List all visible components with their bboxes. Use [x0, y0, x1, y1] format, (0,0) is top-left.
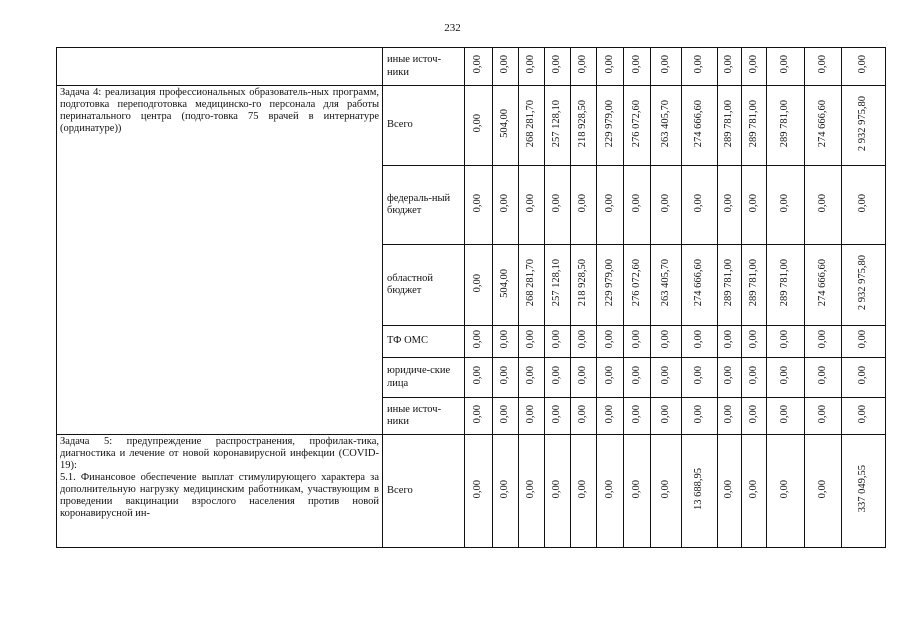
- value-cell: [571, 398, 597, 435]
- value-cell: [742, 398, 767, 435]
- value-cell: [519, 48, 545, 86]
- value-text: 0,00: [525, 366, 537, 385]
- value-text: 0,00: [472, 479, 484, 499]
- value-text: 0,00: [499, 366, 511, 385]
- value-text: 0,00: [630, 330, 642, 349]
- value-cell: [805, 86, 842, 166]
- value-cell: [651, 435, 682, 548]
- value-cell: [767, 48, 805, 86]
- value-text: 0,00: [723, 479, 735, 499]
- value-cell: [742, 358, 767, 398]
- value-text: 0,00: [603, 330, 615, 349]
- value-cell: [718, 435, 742, 548]
- value-text: 0,00: [747, 330, 759, 349]
- value-cell: [842, 86, 886, 166]
- funding-source-cell: федераль-ный бюджет: [383, 166, 465, 245]
- value-cell: [519, 435, 545, 548]
- value-text: 0,00: [551, 330, 563, 349]
- value-cell: [545, 245, 571, 326]
- value-text: 0,00: [693, 404, 705, 424]
- value-text: 0,00: [630, 404, 642, 424]
- value-text: 274 666,60: [693, 259, 705, 307]
- value-text: 0,00: [577, 55, 589, 74]
- value-cell: [545, 166, 571, 245]
- value-text: 0,00: [551, 404, 563, 424]
- value-cell: [571, 245, 597, 326]
- value-cell: [842, 48, 886, 86]
- value-cell: [682, 358, 718, 398]
- value-cell: [651, 245, 682, 326]
- value-text: 0,00: [723, 55, 735, 74]
- value-cell: [682, 245, 718, 326]
- value-text: 0,00: [551, 479, 563, 499]
- value-text: 0,00: [499, 330, 511, 349]
- value-text: 0,00: [779, 479, 791, 499]
- value-text: 0,00: [816, 366, 828, 385]
- page-number: 232: [444, 22, 461, 34]
- value-text: 0,00: [816, 330, 828, 349]
- task-description-cell: [57, 86, 383, 435]
- value-text: 0,00: [816, 193, 828, 213]
- value-cell: [519, 358, 545, 398]
- value-cell: [545, 326, 571, 358]
- value-text: 229 979,00: [603, 99, 615, 148]
- value-text: 0,00: [603, 366, 615, 385]
- value-text: 0,00: [525, 193, 537, 213]
- task-description-cell: [57, 48, 383, 86]
- value-text: 0,00: [747, 366, 759, 385]
- value-cell: [493, 398, 519, 435]
- value-cell: [519, 166, 545, 245]
- value-text: 0,00: [630, 479, 642, 499]
- value-cell: [465, 86, 493, 166]
- value-cell: [571, 48, 597, 86]
- value-cell: [742, 435, 767, 548]
- value-text: 0,00: [551, 55, 563, 74]
- value-text: 0,00: [603, 479, 615, 499]
- value-cell: [805, 398, 842, 435]
- value-text: 0,00: [857, 55, 869, 74]
- value-text: 0,00: [816, 479, 828, 499]
- value-cell: [718, 358, 742, 398]
- value-text: 0,00: [779, 366, 791, 385]
- value-text: 276 072,60: [630, 259, 642, 307]
- value-cell: [571, 326, 597, 358]
- value-cell: [842, 398, 886, 435]
- value-text: 2 932 975,80: [857, 95, 869, 152]
- value-text: 218 928,50: [577, 99, 589, 148]
- value-cell: [842, 245, 886, 326]
- value-text: 263 405,70: [659, 259, 671, 307]
- value-text: 0,00: [525, 330, 537, 349]
- value-cell: [805, 435, 842, 548]
- value-text: 0,00: [472, 366, 484, 385]
- value-cell: [718, 326, 742, 358]
- value-cell: [842, 435, 886, 548]
- value-text: 274 666,60: [816, 259, 828, 307]
- value-cell: [571, 435, 597, 548]
- value-text: 0,00: [577, 404, 589, 424]
- value-text: 0,00: [857, 193, 869, 213]
- value-cell: [805, 326, 842, 358]
- value-text: 0,00: [779, 330, 791, 349]
- value-text: 0,00: [659, 55, 671, 74]
- value-text: 263 405,70: [659, 99, 671, 148]
- value-cell: [651, 48, 682, 86]
- value-text: 0,00: [747, 404, 759, 424]
- value-text: 0,00: [499, 55, 511, 74]
- value-cell: [767, 398, 805, 435]
- value-cell: [545, 86, 571, 166]
- value-text: 0,00: [472, 330, 484, 349]
- value-cell: [624, 435, 651, 548]
- value-text: 289 781,00: [723, 99, 735, 148]
- value-cell: [682, 398, 718, 435]
- value-cell: [624, 166, 651, 245]
- value-cell: [767, 245, 805, 326]
- value-cell: [465, 326, 493, 358]
- value-text: 274 666,60: [816, 99, 828, 148]
- value-cell: [624, 245, 651, 326]
- value-text: 289 781,00: [779, 99, 791, 148]
- value-text: 0,00: [577, 366, 589, 385]
- value-text: 289 781,00: [747, 259, 759, 307]
- value-cell: [718, 398, 742, 435]
- funding-source-cell: Всего: [383, 86, 465, 166]
- task-description-text: Задача 5: предупреждение распространения, профилак-тика, диагностика и лечение от новой коронавирусной инфекции (COVID-19):: [60, 436, 379, 472]
- value-text: 0,00: [577, 193, 589, 213]
- value-text: 0,00: [499, 404, 511, 424]
- value-cell: [842, 358, 886, 398]
- value-text: 13 688,95: [693, 467, 705, 510]
- value-cell: [742, 48, 767, 86]
- value-text: 0,00: [603, 55, 615, 74]
- value-cell: [682, 326, 718, 358]
- value-text: 0,00: [857, 330, 869, 349]
- value-text: 0,00: [816, 55, 828, 74]
- value-cell: [767, 86, 805, 166]
- table-row: [57, 48, 886, 86]
- value-cell: [718, 245, 742, 326]
- value-cell: [805, 48, 842, 86]
- value-text: 0,00: [603, 193, 615, 213]
- value-text: 0,00: [816, 404, 828, 424]
- value-cell: [842, 326, 886, 358]
- value-text: 0,00: [499, 479, 511, 499]
- value-text: 276 072,60: [630, 99, 642, 148]
- value-cell: [624, 398, 651, 435]
- value-text: 0,00: [472, 114, 484, 133]
- value-text: 257 128,10: [551, 259, 563, 307]
- value-cell: [545, 48, 571, 86]
- value-cell: [571, 86, 597, 166]
- value-cell: [465, 398, 493, 435]
- value-cell: [493, 166, 519, 245]
- value-text: 504,00: [499, 268, 511, 298]
- value-cell: [624, 86, 651, 166]
- value-cell: [682, 48, 718, 86]
- value-cell: [465, 245, 493, 326]
- value-text: 337 049,55: [857, 465, 869, 513]
- value-cell: [545, 358, 571, 398]
- value-text: 0,00: [779, 193, 791, 213]
- value-text: 0,00: [693, 330, 705, 349]
- value-cell: [597, 166, 624, 245]
- value-text: 0,00: [693, 193, 705, 213]
- funding-source-cell: областной бюджет: [383, 245, 465, 326]
- value-text: 0,00: [779, 55, 791, 74]
- value-cell: [718, 166, 742, 245]
- value-cell: [651, 398, 682, 435]
- value-text: 0,00: [723, 330, 735, 349]
- value-text: 0,00: [723, 366, 735, 385]
- value-text: 0,00: [551, 366, 563, 385]
- value-cell: [597, 245, 624, 326]
- value-cell: [805, 245, 842, 326]
- value-text: 289 781,00: [723, 259, 735, 307]
- value-cell: [493, 326, 519, 358]
- task-description-cell: [57, 435, 383, 548]
- value-cell: [545, 435, 571, 548]
- value-cell: [465, 48, 493, 86]
- value-cell: [651, 166, 682, 245]
- value-cell: [742, 166, 767, 245]
- value-cell: [519, 326, 545, 358]
- value-cell: [597, 435, 624, 548]
- funding-source-cell: Всего: [383, 435, 465, 548]
- value-text: 0,00: [472, 193, 484, 213]
- task-description-text: Задача 4: реализация профессиональных образователь-ных программ, подготовка переподготовка медицинско-го персонала для работы перинатального центра (подго-товка 75 врачей в интернатуре (ординатуре)): [60, 87, 379, 135]
- value-cell: [651, 326, 682, 358]
- value-text: 0,00: [525, 404, 537, 424]
- value-text: 289 781,00: [779, 259, 791, 307]
- value-cell: [493, 245, 519, 326]
- value-text: 0,00: [525, 479, 537, 499]
- value-text: 504,00: [499, 109, 511, 138]
- value-text: 2 932 975,80: [857, 255, 869, 311]
- budget-table: [56, 47, 886, 548]
- task-description-text: 5.1. Финансовое обеспечение выплат стимулирующего характера за дополнительную нагрузку медицинским работникам, участвующим в проведении вакцинации взрослого населения против новой коронавирусной ин-: [60, 472, 379, 520]
- value-text: 0,00: [723, 404, 735, 424]
- value-text: 0,00: [659, 193, 671, 213]
- value-cell: [742, 245, 767, 326]
- value-cell: [571, 358, 597, 398]
- value-cell: [545, 398, 571, 435]
- value-text: 0,00: [659, 479, 671, 499]
- value-text: 0,00: [659, 366, 671, 385]
- value-cell: [519, 398, 545, 435]
- value-cell: [597, 48, 624, 86]
- table-row: [57, 435, 886, 548]
- table-row: [57, 86, 886, 166]
- value-cell: [624, 48, 651, 86]
- value-text: 0,00: [747, 193, 759, 213]
- value-cell: [718, 86, 742, 166]
- value-text: 0,00: [630, 193, 642, 213]
- value-cell: [493, 358, 519, 398]
- value-cell: [624, 358, 651, 398]
- value-text: 0,00: [659, 330, 671, 349]
- value-cell: [767, 166, 805, 245]
- value-text: 274 666,60: [693, 99, 705, 148]
- value-text: 0,00: [472, 273, 484, 293]
- value-text: 0,00: [472, 55, 484, 74]
- value-text: 0,00: [857, 404, 869, 424]
- value-cell: [651, 86, 682, 166]
- value-text: 0,00: [779, 404, 791, 424]
- value-text: 0,00: [472, 404, 484, 424]
- value-cell: [597, 358, 624, 398]
- value-cell: [519, 245, 545, 326]
- value-text: 0,00: [577, 479, 589, 499]
- value-cell: [767, 435, 805, 548]
- value-text: 0,00: [747, 479, 759, 499]
- value-cell: [767, 358, 805, 398]
- value-cell: [493, 48, 519, 86]
- value-text: 0,00: [499, 193, 511, 213]
- value-text: 268 281,70: [525, 259, 537, 307]
- funding-source-cell: юридиче-ские лица: [383, 358, 465, 398]
- value-text: 0,00: [577, 330, 589, 349]
- value-cell: [465, 435, 493, 548]
- value-text: 0,00: [857, 366, 869, 385]
- value-text: 229 979,00: [603, 259, 615, 307]
- value-cell: [651, 358, 682, 398]
- value-text: 289 781,00: [747, 99, 759, 148]
- funding-source-cell: иные источ-ники: [383, 398, 465, 435]
- value-text: 257 128,10: [551, 99, 563, 148]
- value-cell: [767, 326, 805, 358]
- value-text: 0,00: [693, 55, 705, 74]
- value-cell: [519, 86, 545, 166]
- value-cell: [597, 326, 624, 358]
- funding-source-cell: иные источ-ники: [383, 48, 465, 86]
- value-cell: [493, 86, 519, 166]
- value-text: 0,00: [747, 55, 759, 74]
- value-cell: [571, 166, 597, 245]
- value-cell: [682, 435, 718, 548]
- value-cell: [624, 326, 651, 358]
- value-text: 218 928,50: [577, 259, 589, 307]
- value-cell: [465, 358, 493, 398]
- value-cell: [842, 166, 886, 245]
- value-text: 268 281,70: [525, 99, 537, 148]
- value-text: 0,00: [551, 193, 563, 213]
- value-text: 0,00: [603, 404, 615, 424]
- funding-source-cell: ТФ ОМС: [383, 326, 465, 358]
- value-text: 0,00: [630, 366, 642, 385]
- value-cell: [805, 166, 842, 245]
- budget-body: [57, 48, 886, 548]
- value-cell: [742, 326, 767, 358]
- value-text: 0,00: [659, 404, 671, 424]
- value-cell: [597, 86, 624, 166]
- value-cell: [465, 166, 493, 245]
- value-text: 0,00: [630, 55, 642, 74]
- value-cell: [682, 86, 718, 166]
- value-text: 0,00: [693, 366, 705, 385]
- value-cell: [493, 435, 519, 548]
- value-text: 0,00: [723, 193, 735, 213]
- value-cell: [805, 358, 842, 398]
- value-text: 0,00: [525, 55, 537, 74]
- value-cell: [718, 48, 742, 86]
- value-cell: [742, 86, 767, 166]
- value-cell: [682, 166, 718, 245]
- value-cell: [597, 398, 624, 435]
